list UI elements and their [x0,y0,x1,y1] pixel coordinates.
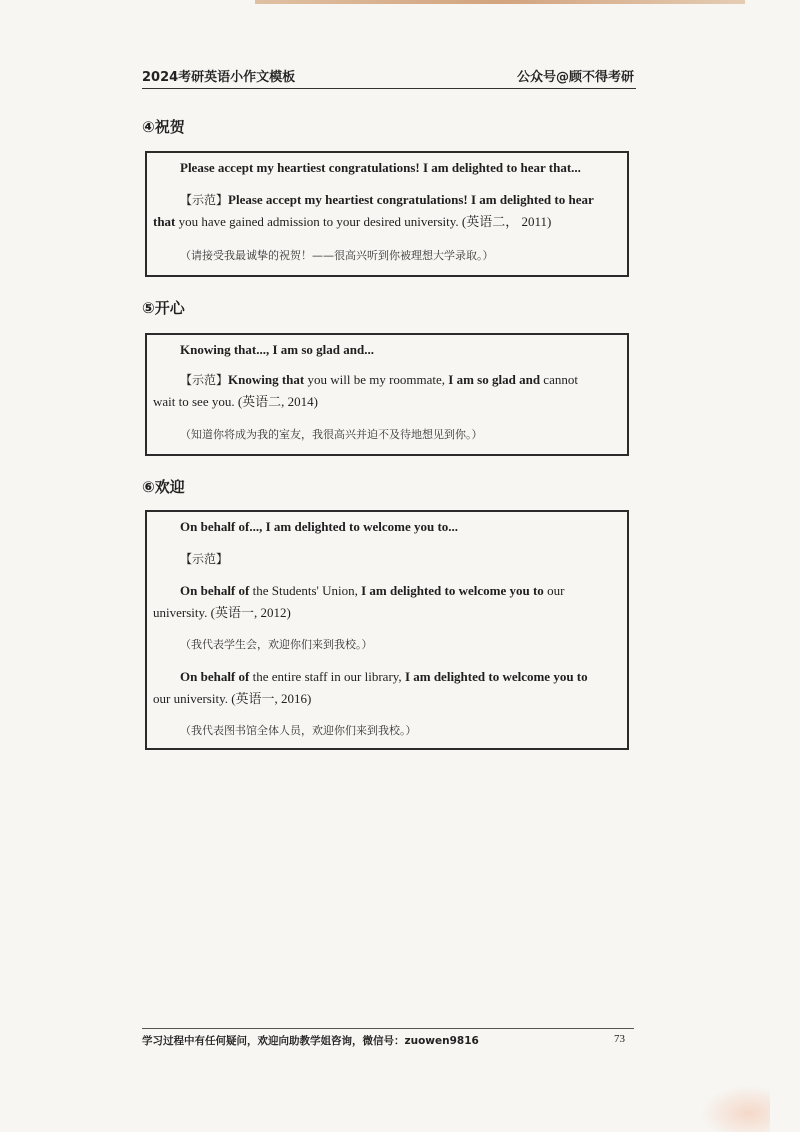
example-bold: I am so glad and [448,372,541,387]
example-line [147,668,627,686]
example-tag: 【示范】 [180,373,229,387]
section-title-congratulations: ④祝贺 [142,118,185,136]
example-line: our university. (英语一, 2016) [153,691,312,706]
template-sentence: On behalf of..., I am delighted to welcome you to... [180,519,459,534]
header-title: 2024考研英语小作文模板 [142,70,296,85]
example-bold: I am delighted to welcome you to [361,583,544,598]
welcome-box [145,510,629,750]
example-line: wait to see you. (英语二, 2014) [153,394,319,409]
example-line: university. (英语一, 2012) [153,605,291,620]
example-tag: 【示范】 [180,552,229,566]
section-title-welcome: ⑥欢迎 [142,478,185,496]
page-number: 73 [614,1033,625,1045]
page-header [142,66,636,89]
example-bold: On behalf of [180,583,250,598]
section-title-happy: ⑤开心 [142,299,185,317]
translation: （我代表图书馆全体人员，欢迎你们来到我校。） [180,724,417,737]
footer-divider [142,1028,634,1029]
template-sentence: Knowing that..., I am so glad and... [180,342,374,357]
template-sentence: Please accept my heartiest congratulations! I am delighted to hear that... [180,160,581,175]
example-text: the Students' Union, [249,583,362,598]
example-bold: On behalf of [180,669,250,684]
page-edge-strip [255,0,745,4]
example-bold: Knowing that [228,372,305,387]
example-text: the entire staff in our library, [249,669,405,684]
happy-box [145,333,629,456]
example-bold: Please accept my heartiest congratulations! I am delighted to hear [228,192,594,207]
example-bold: I am delighted to welcome you to [404,669,588,684]
example-text: you will be my roommate, [304,372,449,387]
example-text: cannot [540,372,578,387]
translation: （我代表学生会，欢迎你们来到我校。） [180,638,373,651]
example-text: you have gained admission to your desired university. (英语二， 2011) [175,214,552,229]
translation: （请接受我最诚挚的祝贺！——很高兴听到你被理想大学录取。） [180,249,494,262]
paper-smudge [700,1085,770,1132]
example-text: our [543,583,565,598]
example-line [147,213,627,231]
example-bold: that [153,214,176,229]
footer-contact: 学习过程中有任何疑问，欢迎向助教学姐咨询，微信号：zuowen9816 [142,1035,479,1047]
example-line [147,582,627,600]
congratulations-box [145,151,629,277]
example-line [147,191,627,209]
example-tag: 【示范】 [180,193,229,207]
header-account: 公众号@顾不得考研 [516,70,634,85]
translation: （知道你将成为我的室友，我很高兴并迫不及待地想见到你。） [180,428,483,441]
example-line [147,371,627,389]
